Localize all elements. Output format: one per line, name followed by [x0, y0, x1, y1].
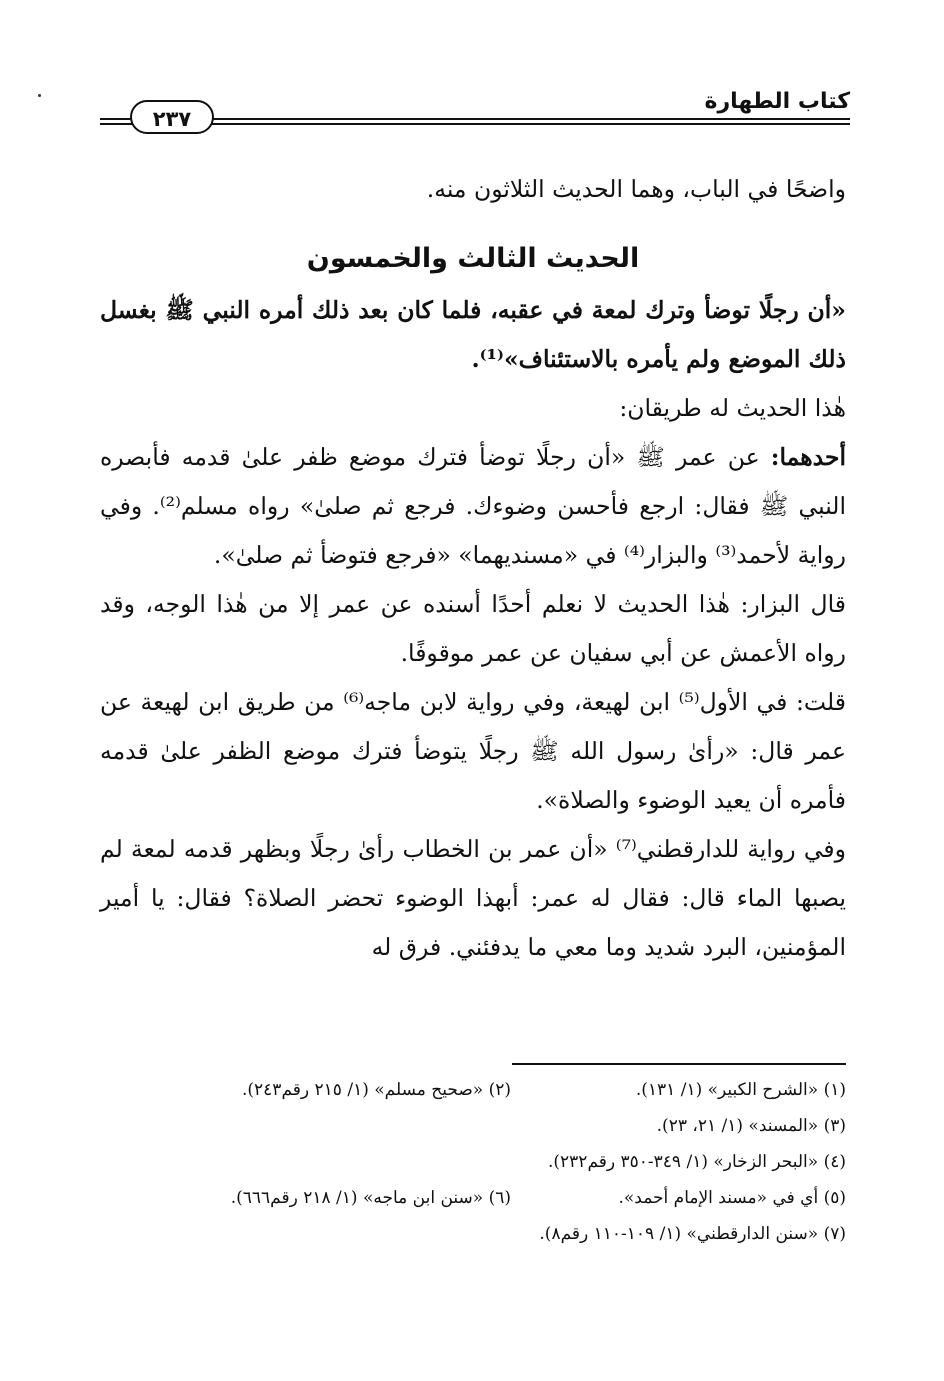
footnote-1: (١) «الشرح الكبير» (١/ ١٣١). [635, 1080, 846, 1100]
footnote-6: (٦) «سنن ابن ماجه» (١/ ٢١٨ رقم٦٦٦). [230, 1188, 511, 1208]
chapter-title: كتاب الطهارة [695, 88, 850, 116]
stray-dot [38, 94, 41, 97]
footnote-row [100, 1180, 846, 1216]
daraqutni-paragraph: وفي رواية للدارقطني⁽⁷⁾ «أن عمر بن الخطاب رأىٰ رجلًا وبظهر قدمه لمعة لم يصبها الماء قال: فقال له عمر: أبهذا الوضوء تحضر الصلاة؟ فقال: يا أمير المؤمنين، البرد شديد وما معي ما يدفئني. فرق له [100, 835, 846, 961]
footnote-4: (٤) «البحر الزخار» (١/ ٣٤٩-٣٥٠ رقم٢٣٢). [548, 1152, 846, 1172]
footnote-7: (٧) «سنن الدارقطني» (١/ ١٠٩-١١٠ رقم٨). [539, 1224, 846, 1244]
first-path-text: عن عمر ﷺ «أن رجلًا توضأ فترك موضع ظفر علىٰ قدمه فأبصره النبي ﷺ فقال: ارجع فأحسن وضوءك. فرجع ثم صلىٰ» رواه مسلم⁽²⁾. وفي رواية لأحمد⁽³⁾ والبزار⁽⁴⁾ في «مسنديهما» «فرجع فتوضأ ثم صلىٰ». [100, 443, 846, 569]
footnote-5: (٥) أي في «مسند الإمام أحمد». [618, 1188, 846, 1208]
footnote-2: (٢) «صحيح مسلم» (١/ ٢١٥ رقم٢٤٣). [242, 1080, 511, 1100]
intro-paragraph: واضحًا في الباب، وهما الحديث الثلاثون منه. [426, 175, 846, 203]
page-number: ٢٣٧ [130, 100, 214, 134]
footnote-separator [512, 1063, 846, 1065]
hadith-text: «أن رجلًا توضأ وترك لمعة في عقبه، فلما كان بعد ذلك أمره النبي ﷺ بغسل ذلك الموضع ولم يأمره بالاستئناف»⁽¹⁾. [100, 296, 846, 373]
section-title: الحديث الثالث والخمسون [306, 243, 640, 274]
first-path-label: أحدهما: [770, 443, 846, 471]
bazzar-paragraph: قال البزار: هٰذا الحديث لا نعلم أحدًا أسنده عن عمر إلا من هٰذا الوجه، وقد رواه الأعمش عن أبي سفيان عن عمر موقوفًا. [100, 590, 846, 667]
footnote-3: (٣) «المسند» (١/ ٢١، ٢٣). [656, 1116, 846, 1136]
footnote-row [100, 1144, 846, 1180]
footnote-row [100, 1072, 846, 1108]
qultu-paragraph: قلت: في الأول⁽⁵⁾ ابن لهيعة، وفي رواية لابن ماجه⁽⁶⁾ من طريق ابن لهيعة عن عمر قال: «رأىٰ رسول الله ﷺ رجلًا يتوضأ فترك موضع الظفر علىٰ قدمه فأمره أن يعيد الوضوء والصلاة». [100, 688, 846, 814]
page-header [100, 88, 850, 136]
main-text [100, 165, 846, 972]
footnotes [100, 1072, 846, 1252]
paths-intro: هٰذا الحديث له طريقان: [619, 394, 846, 422]
first-path-paragraph [100, 433, 846, 580]
footnote-row [100, 1108, 846, 1144]
footnote-row [100, 1216, 846, 1252]
